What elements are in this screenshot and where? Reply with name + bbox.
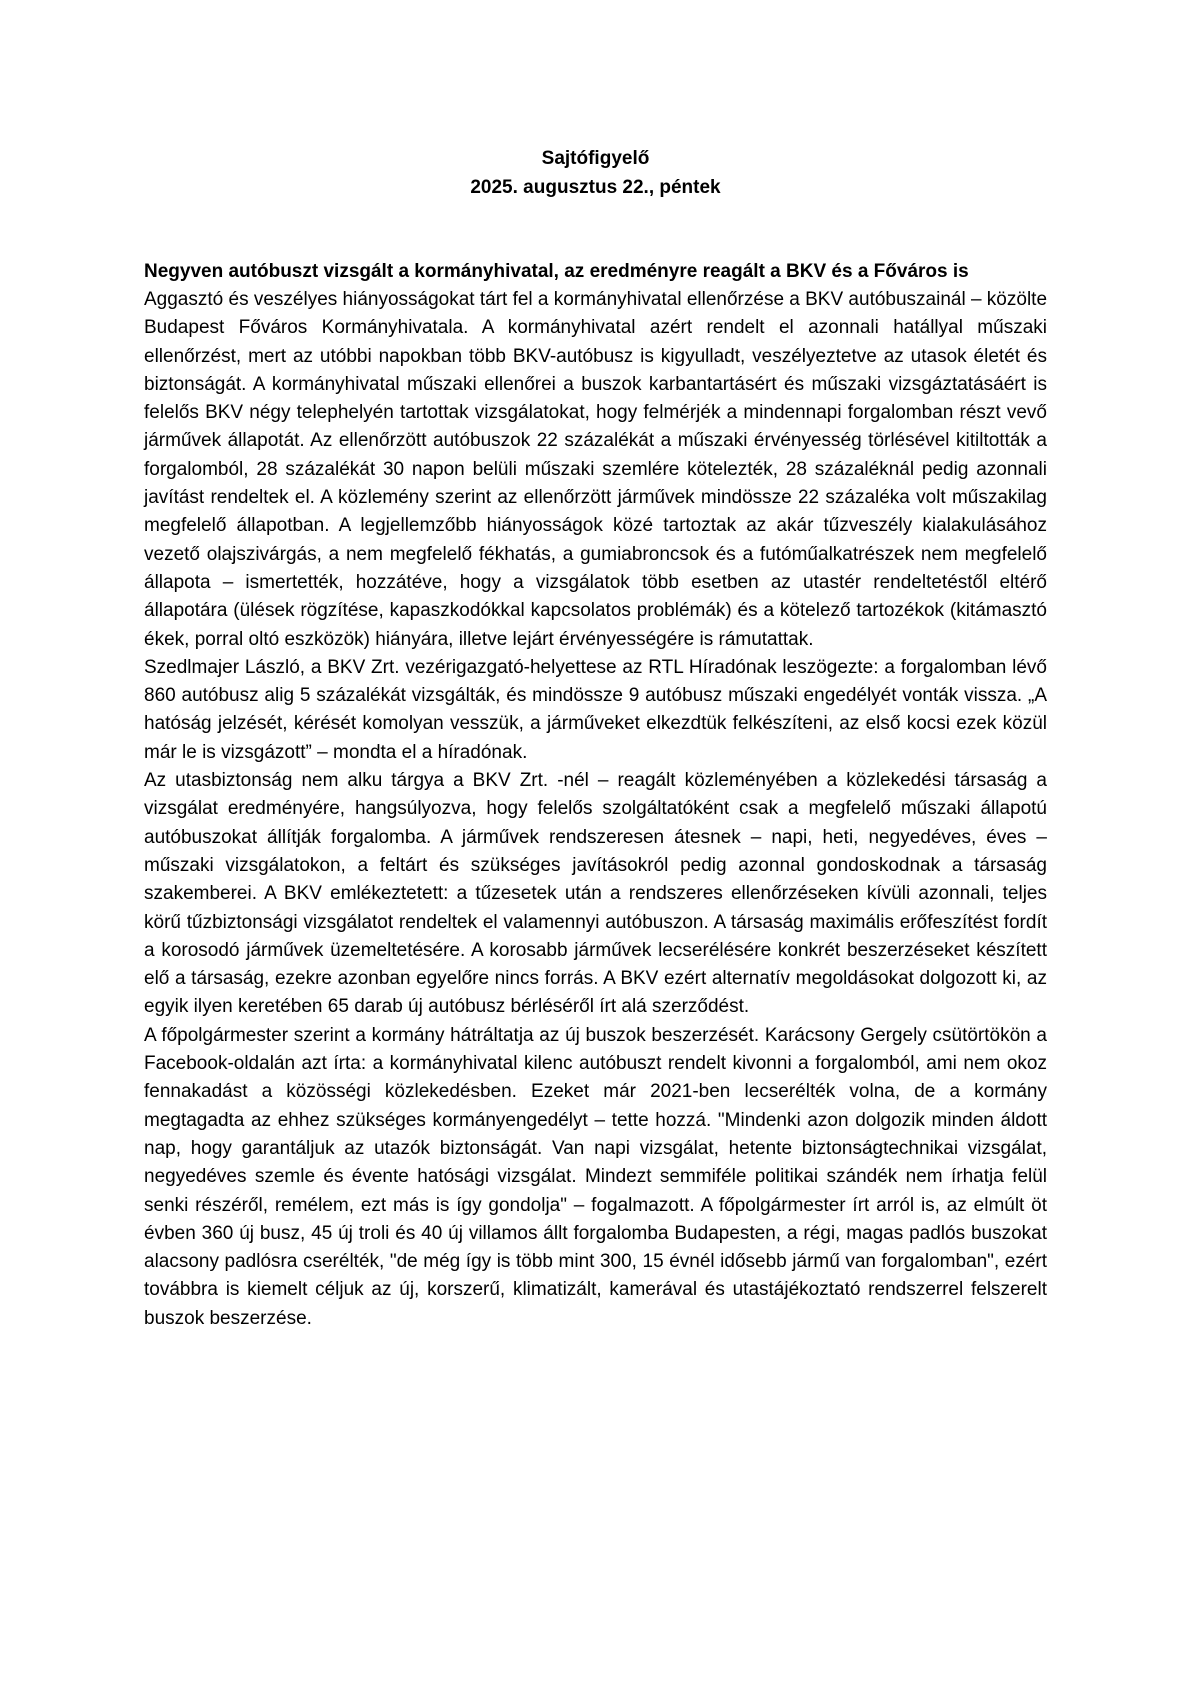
article-paragraph-3: Az utasbiztonság nem alku tárgya a BKV Zrt. -nél – reagált közleményében a közlekedési társaság a vizsgálat eredményére, hangsúlyozva, hogy felelős szolgáltatóként csak a megfelelő műszaki állapotú autóbuszokat állítják forgalomba. A járművek rendszeresen átesnek – napi, heti, negyedéves, éves – műszaki vizsgálatokon, a feltárt és szükséges javításokról pedig azonnal gondoskodnak a társaság szakemberei. A BKV emlékeztetett: a tűzesetek után a rendszeres ellenőrzéseken kívüli azonnali, teljes körű tűzbiztonsági vizsgálatot rendeltek el valamennyi autóbuszon. A társaság maximális erőfeszítést fordít a korosodó járművek üzemeltetésére. A korosabb járművek lecserélésére konkrét beszerzéseket készített elő a társaság, ezekre azonban egyelőre nincs forrás. A BKV ezért alternatív megoldásokat dolgozott ki, az egyik ilyen keretében 65 darab új autóbusz bérléséről írt alá szerződést. [144,770,1047,1018]
document-header [144,144,1047,202]
article [144,258,1047,1333]
article-paragraph-2: Szedlmajer László, a BKV Zrt. vezérigazgató-helyettese az RTL Híradónak leszögezte: a forgalomban lévő 860 autóbusz alig 5 százalékát vizsgálták, és mindössze 9 autóbusz műszaki engedélyét vonták vissza. „A hatóság jelzését, kérését komolyan vesszük, a járműveket elkezdtük felkészíteni, az első kocsi ezek közül már le is vizsgázott” – mondta el a híradónak. [144,656,1047,763]
document-date: 2025. augusztus 22., péntek [470,177,721,198]
article-paragraph-1: Aggasztó és veszélyes hiányosságokat tárt fel a kormányhivatal ellenőrzése a BKV autóbuszainál – közölte Budapest Főváros Kormányhivatala. A kormányhivatal azért rendelt el azonnali hatállyal műszaki ellenőrzést, mert az utóbbi napokban több BKV-autóbusz is kigyulladt, veszélyeztetve az utasok életét és biztonságát. A kormányhivatal műszaki ellenőrei a buszok karbantartásért és műszaki vizsgáztatásáért is felelős BKV négy telephelyén tartottak vizsgálatokat, hogy felmérjék a mindennapi forgalomban részt vevő járművek állapotát. Az ellenőrzött autóbuszok 22 százalékát a műszaki érvényesség törlésével kitiltották a forgalomból, 28 százalékát 30 napon belüli műszaki szemlére kötelezték, 28 százaléknál pedig azonnali javítást rendeltek el. A közlemény szerint az ellenőrzött járművek mindössze 22 százaléka volt műszakilag megfelelő állapotban. A legjellemzőbb hiányosságok közé tartoztak az akár tűzveszély kialakulásához vezető olajszivárgás, a nem megfelelő fékhatás, a gumiabroncsok és a futóműalkatrészek nem megfelelő állapota – ismertették, hozzátéve, hogy a vizsgálatok több esetben az utastér rendeltetéstől eltérő állapotára (ülések rögzítése, kapaszkodókkal kapcsolatos problémák) és a kötelező tartozékok (kitámasztó ékek, porral oltó eszközök) hiányára, illetve lejárt érvényességére is rámutattak. [144,289,1048,650]
article-paragraph-4: A főpolgármester szerint a kormány hátráltatja az új buszok beszerzését. Karácsony Gergely csütörtökön a Facebook-oldalán azt írta: a kormányhivatal kilenc autóbuszt rendelt kivonni a forgalomból, ami nem okoz fennakadást a közösségi közlekedésben. Ezeket már 2021-ben lecserélték volna, de a kormány megtagadta az ehhez szükséges kormányengedélyt – tette hozzá. "Mindenki azon dolgozik minden áldott nap, hogy garantáljuk az utazók biztonságát. Van napi vizsgálat, hetente biztonságtechnikai vizsgálat, negyedéves szemle és évente hatósági vizsgálat. Mindezt semmiféle politikai szándék nem írhatja felül senki részéről, remélem, ezt más is így gondolja" – fogalmazott. A főpolgármester írt arról is, az elmúlt öt évben 360 új busz, 45 új troli és 40 új villamos állt forgalomba Budapesten, a régi, magas padlós buszokat alacsony padlósra cserélték, "de még így is több mint 300, 15 évnél idősebb jármű van forgalomban", ezért továbbra is kiemelt céljuk az új, korszerű, klimatizált, kamerával és utastájékoztató rendszerrel felszerelt buszok beszerzése. [144,1024,1047,1329]
document-page [144,0,1047,1684]
document-title: Sajtófigyelő [541,148,650,169]
article-headline: Negyven autóbuszt vizsgált a kormányhivatal, az eredményre reagált a BKV és a Főváros is [144,261,969,282]
